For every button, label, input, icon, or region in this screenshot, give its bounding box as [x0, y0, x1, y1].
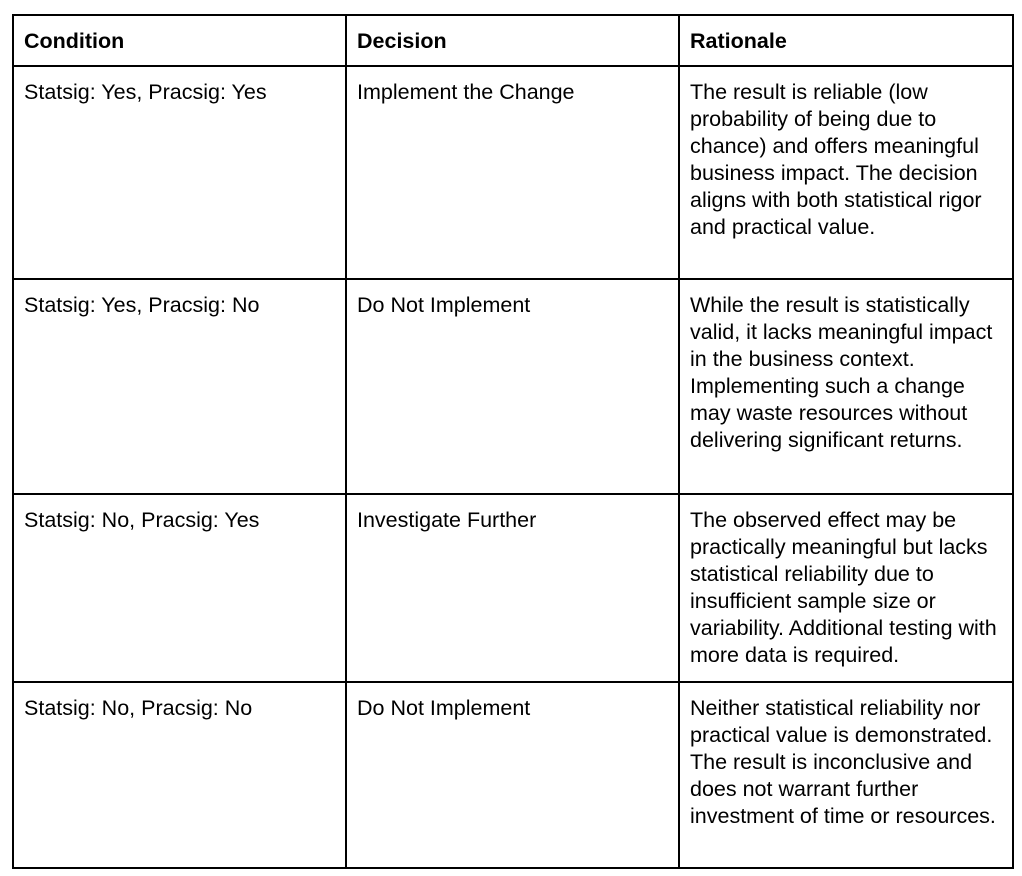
decision-table — [12, 14, 1014, 869]
decision-cell: Implement the Change — [346, 66, 679, 279]
decision-cell: Do Not Implement — [346, 682, 679, 868]
rationale-cell: The result is reliable (low probability of being due to chance) and offers meaningful business impact. The decision aligns with both statistical rigor and practical value. — [679, 66, 1013, 279]
rationale-cell: Neither statistical reliability nor practical value is demonstrated. The result is inconclusive and does not warrant further investment of time or resources. — [679, 682, 1013, 868]
decision-cell: Do Not Implement — [346, 279, 679, 494]
table-header-row — [13, 15, 1013, 66]
condition-cell: Statsig: No, Pracsig: Yes — [13, 494, 346, 682]
condition-cell: Statsig: Yes, Pracsig: Yes — [13, 66, 346, 279]
table-row — [13, 682, 1013, 868]
rationale-cell: The observed effect may be practically meaningful but lacks statistical reliability due to insufficient sample size or variability. Additional testing with more data is required. — [679, 494, 1013, 682]
table-row — [13, 279, 1013, 494]
header-condition: Condition — [13, 15, 346, 66]
table-row — [13, 494, 1013, 682]
table-row — [13, 66, 1013, 279]
header-decision: Decision — [346, 15, 679, 66]
header-rationale: Rationale — [679, 15, 1013, 66]
decision-cell: Investigate Further — [346, 494, 679, 682]
condition-cell: Statsig: No, Pracsig: No — [13, 682, 346, 868]
rationale-cell: While the result is statistically valid, it lacks meaningful impact in the business context. Implementing such a change may waste resources without delivering significant returns. — [679, 279, 1013, 494]
condition-cell: Statsig: Yes, Pracsig: No — [13, 279, 346, 494]
